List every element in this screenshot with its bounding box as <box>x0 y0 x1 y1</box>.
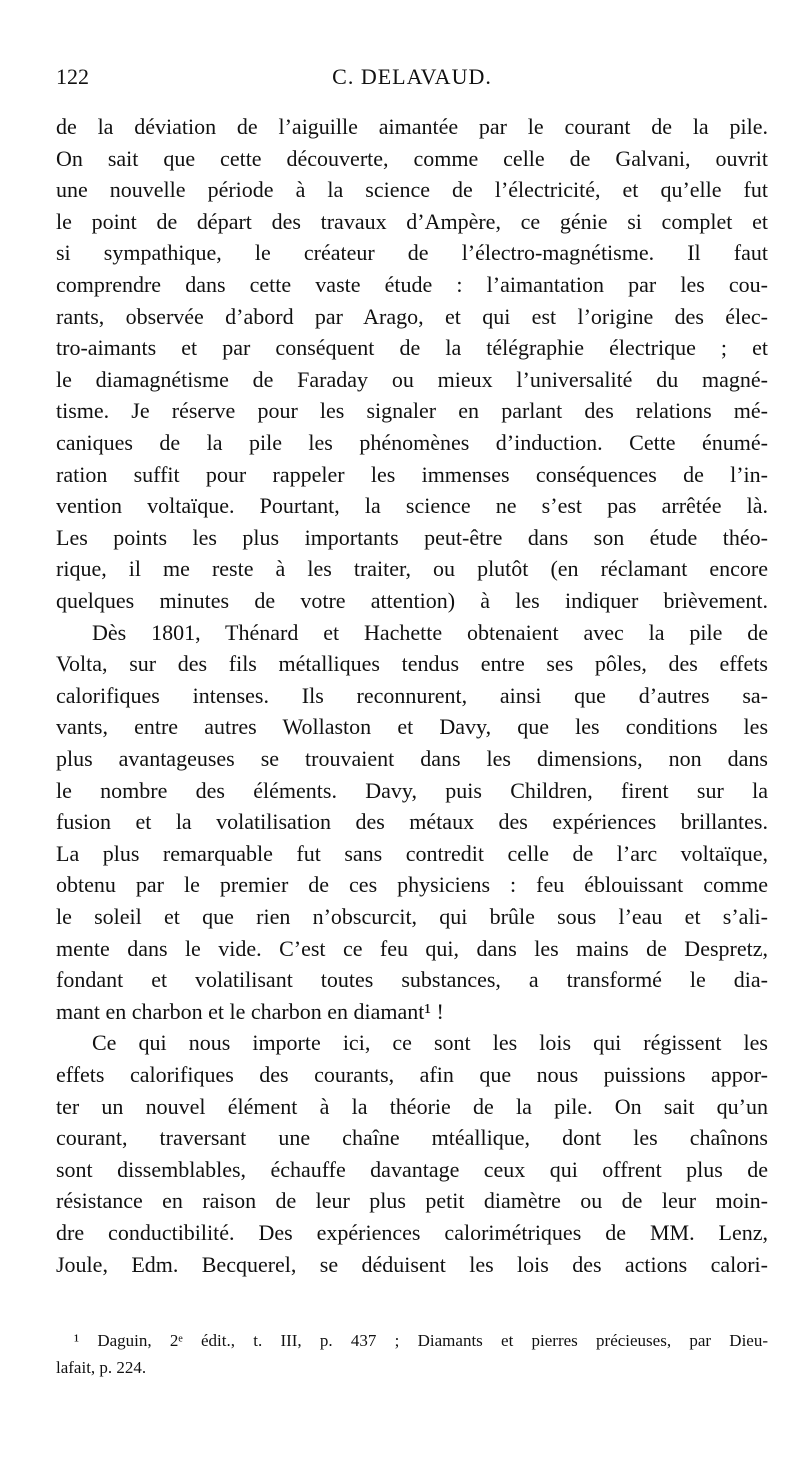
page-number: 122 <box>56 64 89 89</box>
body-line: tisme. Je réserve pour les signaler en parlant des relations mé- <box>56 398 768 424</box>
body-line: ter un nouvel élément à la théorie de la pile. On sait qu’un <box>56 1093 768 1119</box>
body-line: comprendre dans cette vaste étude : l’aimantation par les cou- <box>56 272 768 297</box>
body-line: fondant et volatilisant toutes substances, a transformé le dia- <box>56 967 768 993</box>
body-line: courant, traversant une chaîne mtéallique, dont les chaînons <box>56 1125 768 1151</box>
footnote-line: ¹ Daguin, 2ᵉ édit., t. III, p. 437 ; Diamants et pierres précieuses, par Dieu- <box>74 1331 768 1350</box>
body-line: tro-aimants et par conséquent de la télégraphie électrique ; et <box>56 335 768 361</box>
body-line: caniques de la pile les phénomènes d’induction. Cette énumé- <box>56 430 768 455</box>
body-line: le soleil et que rien n’obscurcit, qui brûle sous l’eau et s’ali- <box>56 904 768 929</box>
body-line: Dès 1801, Thénard et Hachette obtenaient avec la pile de <box>92 619 768 645</box>
body-line: La plus remarquable fut sans contredit celle de l’arc voltaïque, <box>56 840 768 866</box>
body-line: Les points les plus importants peut-être dans son étude théo- <box>56 524 768 550</box>
body-line: On sait que cette découverte, comme celle de Galvani, ouvrit <box>56 145 768 171</box>
body-line: le point de départ des travaux d’Ampère, ce génie si complet et <box>56 208 768 234</box>
body-line: plus avantageuses se trouvaient dans les dimensions, non dans <box>56 746 768 771</box>
body-line: mente dans le vide. C’est ce feu qui, dans les mains de Despretz, <box>56 935 768 961</box>
body-line: sont dissemblables, échauffe davantage ceux qui offrent plus de <box>56 1156 768 1182</box>
body-line: de la déviation de l’aiguille aimantée par le courant de la pile. <box>56 114 768 139</box>
body-line: vants, entre autres Wollaston et Davy, que les conditions les <box>56 714 768 740</box>
body-line: mant en charbon et le charbon en diamant¹ ! <box>56 998 444 1024</box>
footnote-line: lafait, p. 224. <box>56 1358 147 1377</box>
body-line: Ce qui nous importe ici, ce sont les lois qui régissent les <box>92 1030 768 1056</box>
body-line: calorifiques intenses. Ils reconnurent, ainsi que d’autres sa- <box>56 682 768 708</box>
body-line: résistance en raison de leur plus petit diamètre ou de leur moin- <box>56 1188 768 1214</box>
body-line: fusion et la volatilisation des métaux des expériences brillantes. <box>56 809 768 835</box>
running-head: C. DELAVAUD. <box>332 64 492 89</box>
body-line: le nombre des éléments. Davy, puis Children, firent sur la <box>56 777 768 803</box>
body-line: une nouvelle période à la science de l’électricité, et qu’elle fut <box>56 177 768 203</box>
body-line: obtenu par le premier de ces physiciens : feu éblouissant comme <box>56 872 768 898</box>
page-header <box>56 62 768 92</box>
body-line: dre conductibilité. Des expériences calorimétriques de MM. Lenz, <box>56 1220 768 1245</box>
body-line: ration suffit pour rappeler les immenses conséquences de l’in- <box>56 461 768 487</box>
body-line: rique, il me reste à les traiter, ou plutôt (en réclamant encore <box>56 556 768 582</box>
body-line: effets calorifiques des courants, afin que nous puissions appor- <box>56 1062 768 1087</box>
body-line: si sympathique, le créateur de l’électro-magnétisme. Il faut <box>56 240 768 266</box>
body-line: quelques minutes de votre attention) à les indiquer brièvement. <box>56 588 768 613</box>
body-line: vention voltaïque. Pourtant, la science ne s’est pas arrêtée là. <box>56 493 768 519</box>
body-line: Volta, sur des fils métalliques tendus entre ses pôles, des effets <box>56 651 768 677</box>
body-line: le diamagnétisme de Faraday ou mieux l’universalité du magné- <box>56 366 768 392</box>
body-line: Joule, Edm. Becquerel, se déduisent les lois des actions calori- <box>56 1251 768 1277</box>
body-line: rants, observée d’abord par Arago, et qui est l’origine des élec- <box>56 303 768 329</box>
